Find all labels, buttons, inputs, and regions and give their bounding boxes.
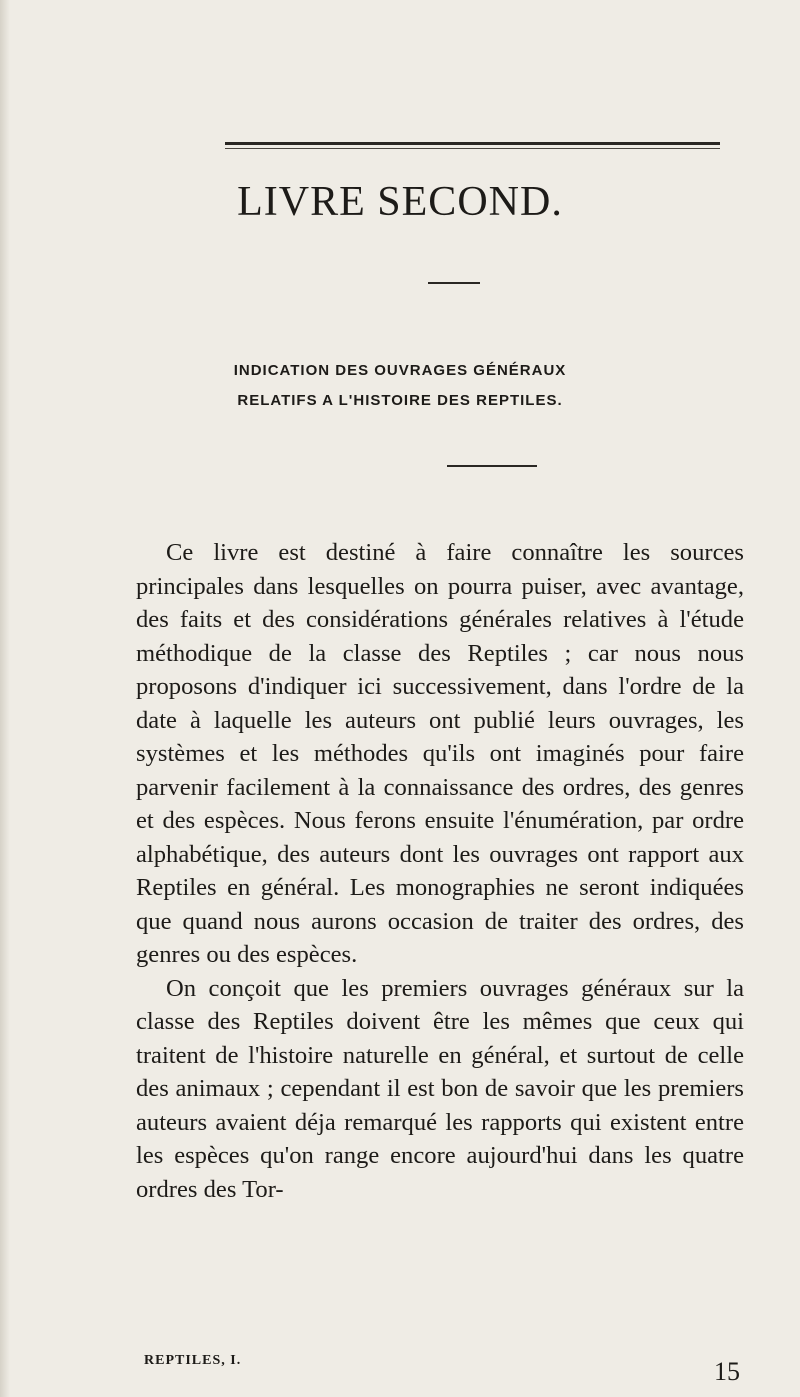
- chapter-subtitle-line1: INDICATION DES OUVRAGES GÉNÉRAUX: [233, 362, 567, 379]
- signature-mark: REPTILES, I.: [144, 1353, 242, 1368]
- paragraph: On conçoit que les premiers ouvrages généraux sur la classe des Reptiles doivent être les mêmes que ceux qui traitent de l'histoire naturelle en général, et surtout de celle des animaux ; cependant il est bon de savoir que les premiers auteurs avaient déja remarqué les rapports qui existent entre les espèces qu'on range encore aujourd'hui dans les quatre ordres des Tor-: [136, 974, 744, 1203]
- title-divider: [428, 282, 480, 284]
- ornamental-divider: [447, 465, 537, 467]
- page-number: 15: [714, 1357, 740, 1386]
- page-footer: [136, 1353, 744, 1393]
- top-rule: [225, 142, 720, 145]
- chapter-subtitle-line2: RELATIFS A L'HISTOIRE DES REPTILES.: [237, 392, 563, 409]
- book-title: LIVRE SECOND.: [237, 179, 563, 225]
- body-text: [136, 536, 744, 1206]
- paragraph: Ce livre est destiné à faire connaître les sources principales dans lesquelles on pourra puiser, avec avantage, des faits et des considérations générales relatives à l'étude méthodique de la classe des Reptiles ; car nous nous proposons d'indiquer ici successivement, dans l'ordre de la date à laquelle les auteurs ont publié leurs ouvrages, les systèmes et les méthodes qu'ils ont imaginés pour faire parvenir facilement à la connaissance des ordres, des genres et des espèces. Nous ferons ensuite l'énumération, par ordre alphabétique, des auteurs dont les ouvrages ont rapport aux Reptiles en général. Les monographies ne seront indiquées que quand nous aurons occasion de traiter des ordres, des genres ou des espèces.: [136, 539, 744, 968]
